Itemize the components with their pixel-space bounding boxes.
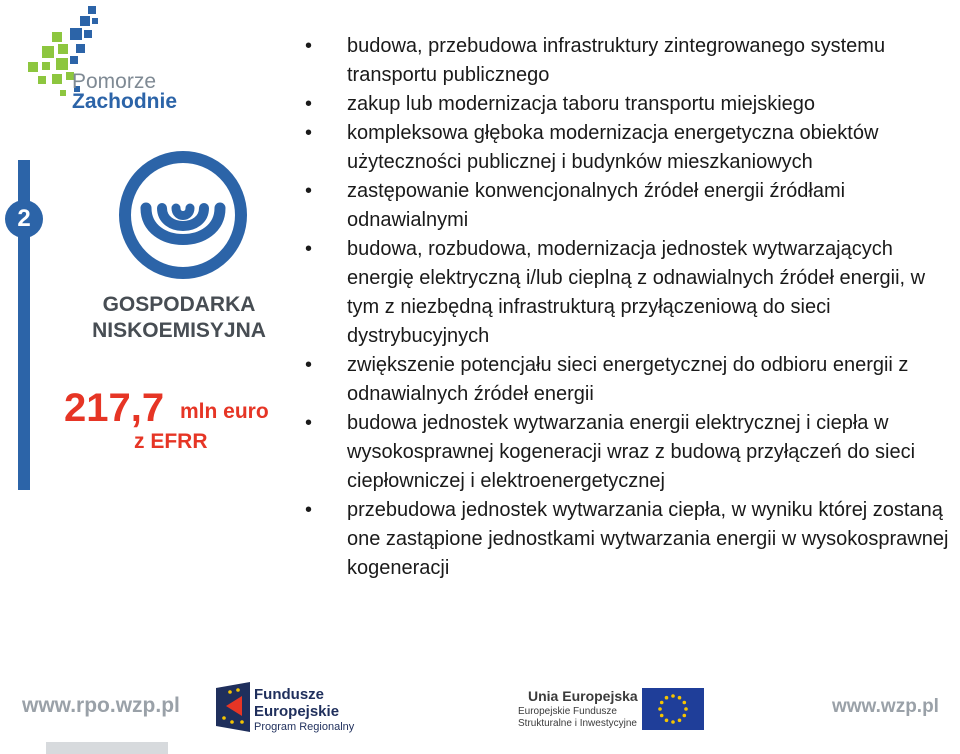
allocation-unit: mln euro (180, 400, 269, 423)
investment-bullet-list (303, 32, 953, 583)
eu-flag-icon (642, 688, 704, 730)
bottom-decor-strip (46, 742, 168, 754)
list-item: • przebudowa jednostek wytwarzania ciepła, w wyniku której zostaną one zastąpione jednostkami wytwarzania energii w wysokosprawnej kogeneracji (303, 496, 953, 583)
logo-text-top: Pomorze (72, 70, 157, 93)
wzp-website-link[interactable]: www.wzp.pl (832, 696, 939, 717)
allocation-amount: 217,7 (64, 386, 165, 430)
eu-subtitle-line1: Europejskie Fundusze (518, 706, 617, 717)
low-emission-wave-icon (118, 150, 248, 280)
axis-name-line2: NISKOEMISYJNA (92, 319, 266, 342)
eu-subtitle-line2: Strukturalne i Inwestycyjne (518, 718, 637, 729)
axis-number-badge: 2 (5, 200, 43, 238)
fe-title-line2: Europejskie (254, 703, 340, 720)
axis-name (84, 292, 274, 344)
fe-subtitle: Program Regionalny (254, 721, 355, 733)
list-item: • budowa, przebudowa infrastruktury zintegrowanego systemu transportu publicznego (303, 32, 953, 90)
logo-text-bottom: Zachodnie (72, 90, 178, 113)
list-item: • budowa jednostek wytwarzania energii elektrycznej i ciepła w wysokosprawnej kogeneracji wraz z budową przyłączeń do sieci ciepłowniczej i elektroenergetycznej (303, 409, 953, 496)
eu-title: Unia Europejska (528, 688, 638, 704)
list-item: • zastępowanie konwencjonalnych źródeł energii źródłami odnawialnymi (303, 177, 953, 235)
rpo-website-link[interactable]: www.rpo.wzp.pl (22, 694, 180, 717)
allocation-source: z EFRR (134, 430, 208, 453)
list-item: • kompleksowa głęboka modernizacja energetyczna obiektów użyteczności publicznej i budynków mieszkaniowych (303, 119, 953, 177)
list-item: • budowa, rozbudowa, modernizacja jednostek wytwarzających energię elektryczną i/lub cieplną z odnawialnych źródeł energii, w tym z niezbędną infrastrukturą przyłączeniową do sieci dystrybucyjnych (303, 235, 953, 351)
fe-title-line1: Fundusze (254, 686, 324, 703)
list-item: • zwiększenie potencjału sieci energetycznej do odbioru energii z odnawialnych źródeł energii (303, 351, 953, 409)
axis-name-line1: GOSPODARKA (102, 293, 256, 316)
list-item: • zakup lub modernizacja taboru transportu miejskiego (303, 90, 953, 119)
